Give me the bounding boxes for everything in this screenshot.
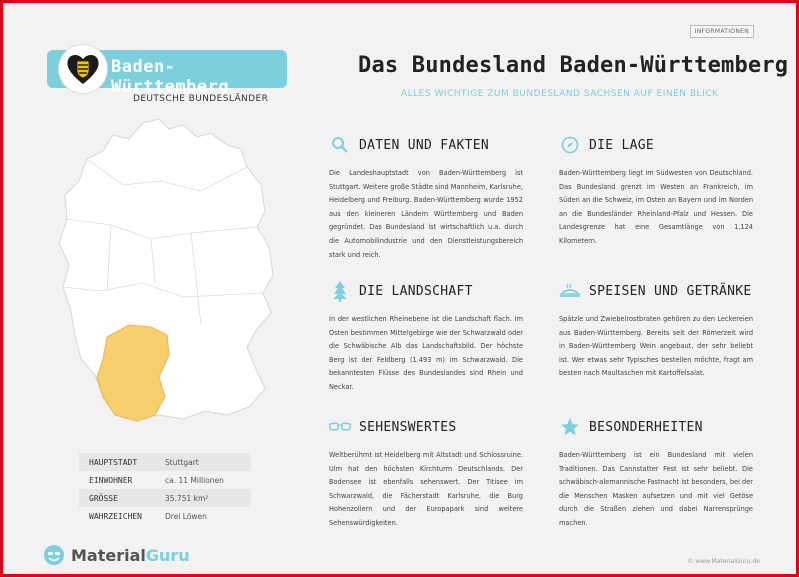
logo-text xyxy=(71,546,190,565)
section-title: SEHENSWERTES xyxy=(359,419,457,435)
page-subtitle: ALLES WICHTIGE ZUM BUNDESLAND SACHSEN AUF EINEN BLICK xyxy=(401,89,719,99)
section-daten xyxy=(329,133,523,262)
fact-value: Stuttgart xyxy=(165,457,199,467)
search-icon xyxy=(329,134,351,156)
section-title: DIE LANDSCHAFT xyxy=(359,283,473,299)
section-title: BESONDERHEITEN xyxy=(589,419,703,435)
compass-icon xyxy=(559,134,581,156)
section-title: DIE LAGE xyxy=(589,137,655,153)
section-text: Baden-Württemberg liegt im Südwesten von Deutschland. Das Bundesland grenzt im Westen an Frankreich, im Süden an die Schweiz, im Osten an Bayern und im Norden an die Bundesländer Rheinland-Pfalz und Hessen. Die Landesgrenze hat eine Gesamtlänge von 1.124 Kilometern. xyxy=(559,169,753,245)
fact-value: ca. 11 Millionen xyxy=(165,475,224,485)
germany-map xyxy=(51,115,281,439)
fact-label: GRÖSSE xyxy=(89,493,118,503)
fact-label: HAUPTSTADT xyxy=(89,457,138,467)
page-title: Das Bundesland Baden-Württemberg xyxy=(358,53,789,78)
banner-title: Baden-Württemberg xyxy=(111,57,230,97)
section-text: In der westlichen Rheinebene ist die Landschaft flach. Im Osten bestimmen Mittelgebirge wie der Schwarzwald oder die Schwäbische Alb das Landschaftsbild. Der höchste Berg ist der Feldberg (1.493 m) im Schwarzwald. Die bekanntesten Flüsse des Bundeslandes sind Rhein und Neckar. xyxy=(329,315,523,391)
section-text: Weltberühmt ist Heidelberg mit Altstadt und Schlossruine. Ulm hat den höchsten Kirchturm Deutschlands. Der Bodensee ist ebenfalls sehenswert. Der Titisee im Schwarzwald, die Fächerstadt Karlsruhe, die Burg Hohenzollern und der Europapark sind weitere Sehenswürdigkeiten. xyxy=(329,451,523,527)
section-text: Die Landeshauptstadt von Baden-Württemberg ist Stuttgart. Weitere große Städte sind Mannheim, Karlsruhe, Heidelberg und Freiburg. Baden-Württemberg wurde 1952 aus den kleineren Ländern Württemberg und Baden gegründet. Das Bundesland ist wirtschaftlich u.a. durch die Automobilindustrie und den Dienstleistungsbereich stark und reich. xyxy=(329,169,523,259)
materialguru-logo[interactable] xyxy=(43,544,190,566)
glasses-icon xyxy=(329,416,351,438)
dish-icon xyxy=(559,280,581,302)
left-subtitle: DEUTSCHE BUNDESLÄNDER xyxy=(133,94,269,104)
copyright-note: © www.MaterialGuru.de xyxy=(687,558,760,565)
baden-wuerttemberg-region xyxy=(97,325,169,421)
fact-row-einwohner xyxy=(79,471,251,489)
section-besonderheiten xyxy=(559,415,753,531)
fact-row-wahrzeichen xyxy=(79,507,251,525)
section-title: DATEN UND FAKTEN xyxy=(359,137,490,153)
section-sehenswertes xyxy=(329,415,523,531)
section-landschaft xyxy=(329,279,523,395)
fact-value: Drei Löwen xyxy=(165,511,207,521)
fact-value: 35.751 km² xyxy=(165,493,209,503)
corner-tag: INFORMATIONEN xyxy=(690,25,754,38)
tree-icon xyxy=(329,280,351,302)
section-text: Spätzle und Zwiebelrostbraten gehören zu den Leckereien aus Baden-Württemberg. Bereits seit der Römerzeit wird in Baden-Württemberg Wein angebaut, der sehr beliebt ist. Wer etwas sehr Typisches bestellen möchte, fragt am besten nach Maultaschen mit Kartoffelsalat. xyxy=(559,315,753,378)
fact-row-hauptstadt xyxy=(79,453,251,471)
guru-face-icon xyxy=(43,544,65,566)
section-speisen xyxy=(559,279,753,381)
germany-outline xyxy=(59,119,273,421)
star-icon xyxy=(559,416,581,438)
fact-label: EINWOHNER xyxy=(89,475,133,485)
fact-row-groesse xyxy=(79,489,251,507)
logo-part-guru: Guru xyxy=(145,545,190,565)
logo-part-material: Material xyxy=(71,545,146,565)
section-lage xyxy=(559,133,753,249)
fact-label: WAHRZEICHEN xyxy=(89,511,142,521)
section-title: SPEISEN UND GETRÄNKE xyxy=(589,283,752,299)
crest-heart-icon xyxy=(59,45,107,93)
section-text: Baden-Württemberg ist ein Bundesland mit vielen Traditionen. Das Cannstatter Fest ist sehr beliebt. Die schwäbisch-alemannische Fastnacht ist besonders, bei der die Menschen Masken aufsetzen und mit viel Getöse durch die Straßen ziehen und dabei Narrensprünge machen. xyxy=(559,451,753,527)
facts-table xyxy=(79,453,251,525)
